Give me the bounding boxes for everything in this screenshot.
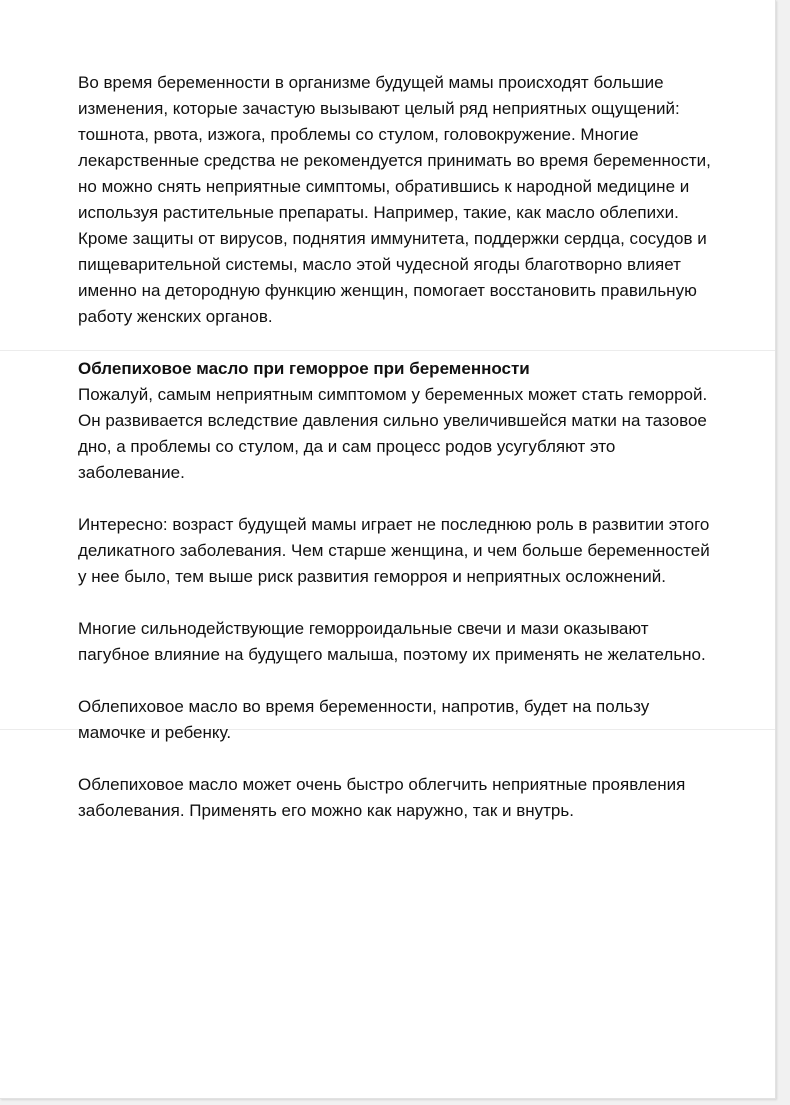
intro-paragraph-2: Кроме защиты от вирусов, поднятия иммунитета, поддержки сердца, сосудов и пищеварительной системы, масло этой чудесной ягоды благотворно влияет именно на детородную функцию женщин, помогает восстановить правильную работу женских органов. <box>78 229 707 326</box>
document-body <box>78 70 718 824</box>
section-paragraph-5: Облепиховое масло может очень быстро облегчить неприятные проявления заболевания. Применять его можно как наружно, так и внутрь. <box>78 775 686 820</box>
section-heading: Облепиховое масло при геморрое при беременности <box>78 359 530 378</box>
section-paragraph-3: Многие сильнодействующие геморроидальные свечи и мази оказывают пагубное влияние на будущего малыша, поэтому их применять не желательно. <box>78 619 706 664</box>
viewer-background <box>776 0 790 1105</box>
section-paragraph-2: Интересно: возраст будущей мамы играет не последнюю роль в развитии этого деликатного заболевания. Чем старше женщина, и чем больше беременностей у нее было, тем выше риск развития геморроя и неприятных осложнений. <box>78 515 710 586</box>
section-paragraph-1: Пожалуй, самым неприятным симптомом у беременных может стать геморрой. Он развивается вследствие давления сильно увеличившейся матки на тазовое дно, а проблемы со стулом, да и сам процесс родов усугубляют это заболевание. <box>78 385 708 482</box>
section-paragraph-4: Облепиховое масло во время беременности, напротив, будет на пользу мамочке и ребенку. <box>78 697 650 742</box>
intro-paragraph-1: Во время беременности в организме будущей мамы происходят большие изменения, которые зачастую вызывают целый ряд неприятных ощущений: тошнота, рвота, изжога, проблемы со стулом, головокружение. Многие лекарственные средства не рекомендуется принимать во время беременности, но можно снять неприятные симптомы, обратившись к народной медицине и используя растительные препараты. Например, такие, как масло облепихи. <box>78 73 711 222</box>
